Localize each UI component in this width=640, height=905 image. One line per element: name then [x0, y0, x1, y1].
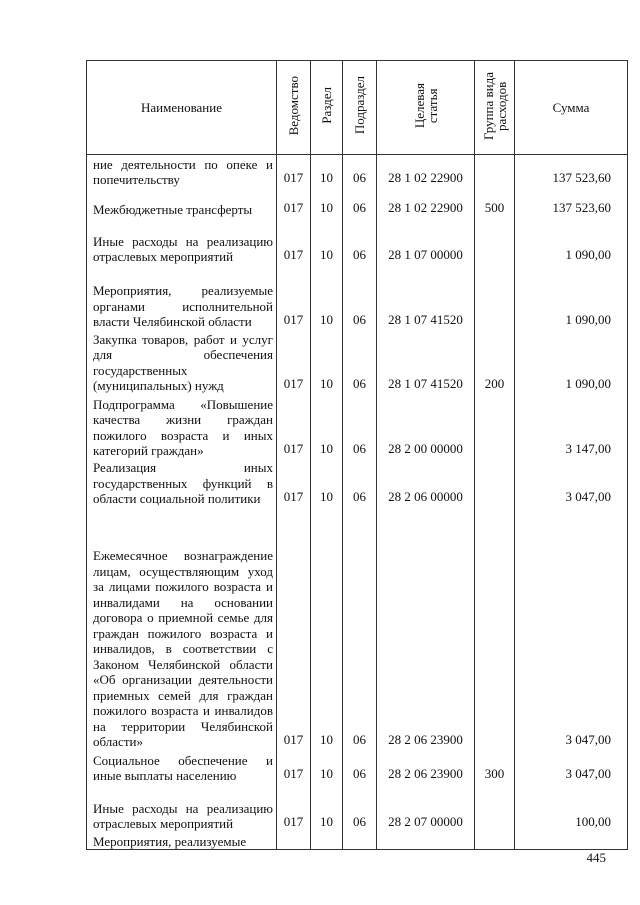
row-amount: 1 090,00 [515, 265, 628, 330]
row-expense-group [475, 507, 515, 750]
row-name: Подпрограмма «Повышение качества жизни граждан пожилого возраста и иных категорий граждан» [87, 394, 277, 459]
row-expense-group: 200 [475, 330, 515, 394]
row-target: 28 2 06 00000 [377, 459, 475, 507]
table-row [87, 507, 628, 750]
row-expense-group: 300 [475, 750, 515, 784]
table-header-row [87, 61, 628, 155]
row-target: 28 1 02 22900 [377, 155, 475, 188]
row-subsection: 06 [343, 330, 377, 394]
row-expense-group [475, 394, 515, 459]
row-section: 10 [311, 265, 343, 330]
row-amount: 1 090,00 [515, 330, 628, 394]
row-amount: 137 523,60 [515, 155, 628, 188]
row-target: 28 1 02 22900 [377, 188, 475, 218]
row-name: Реализация иных государственных функций в области социальной политики [87, 459, 277, 507]
row-subsection: 06 [343, 155, 377, 188]
row-target: 28 2 07 00000 [377, 784, 475, 832]
row-section: 10 [311, 784, 343, 832]
row-department: 017 [277, 330, 311, 394]
row-amount: 3 147,00 [515, 394, 628, 459]
row-expense-group [475, 832, 515, 850]
row-target: 28 2 06 23900 [377, 750, 475, 784]
row-name: Социальное обеспечение и иные выплаты населению [87, 750, 277, 784]
row-amount: 3 047,00 [515, 750, 628, 784]
row-name: ние деятельности по опеке и попечительству [87, 155, 277, 188]
row-name: Ежемесячное вознаграждение лицам, осуществляющим уход за лицами пожилого возраста и инвалидами на основании договора о приемной семье для граждан пожилого возраста и инвалидов, в соответствии с Законом Челябинской области «Об организации деятельности приемных семей для граждан пожилого возраста и инвалидов на территории Челябинской области» [87, 507, 277, 750]
row-name: Закупка товаров, работ и услуг для обеспечения государственных (муниципальных) нужд [87, 330, 277, 394]
row-expense-group [475, 218, 515, 265]
header-subsection: Подраздел [343, 61, 377, 155]
row-department: 017 [277, 265, 311, 330]
row-department: 017 [277, 750, 311, 784]
row-department: 017 [277, 218, 311, 265]
row-amount: 100,00 [515, 784, 628, 832]
row-department: 017 [277, 188, 311, 218]
row-expense-group [475, 155, 515, 188]
header-section: Раздел [311, 61, 343, 155]
table-row [87, 750, 628, 784]
row-name: Иные расходы на реализацию отраслевых мероприятий [87, 218, 277, 265]
row-section: 10 [311, 218, 343, 265]
row-target: 28 2 00 00000 [377, 394, 475, 459]
row-subsection: 06 [343, 265, 377, 330]
row-expense-group: 500 [475, 188, 515, 218]
row-subsection: 06 [343, 750, 377, 784]
row-department [277, 832, 311, 850]
row-expense-group [475, 265, 515, 330]
row-name: Иные расходы на реализацию отраслевых мероприятий [87, 784, 277, 832]
table-row [87, 330, 628, 394]
row-expense-group [475, 784, 515, 832]
row-subsection: 06 [343, 507, 377, 750]
row-target [377, 832, 475, 850]
row-target: 28 1 07 41520 [377, 265, 475, 330]
budget-table [86, 60, 628, 850]
row-section: 10 [311, 459, 343, 507]
row-subsection: 06 [343, 784, 377, 832]
row-department: 017 [277, 155, 311, 188]
table-row [87, 265, 628, 330]
table-row [87, 459, 628, 507]
row-subsection: 06 [343, 394, 377, 459]
row-name: Межбюджетные трансферты [87, 188, 277, 218]
row-section: 10 [311, 394, 343, 459]
row-section: 10 [311, 155, 343, 188]
header-target: Целевая статья [377, 61, 475, 155]
header-name: Наименование [87, 61, 277, 155]
row-section: 10 [311, 188, 343, 218]
header-department: Ведомство [277, 61, 311, 155]
row-name: Мероприятия, реализуемые органами исполнительной власти Челябинской области [87, 265, 277, 330]
row-department: 017 [277, 507, 311, 750]
table-row [87, 155, 628, 188]
row-department: 017 [277, 784, 311, 832]
table-row [87, 394, 628, 459]
row-subsection: 06 [343, 188, 377, 218]
table-row [87, 188, 628, 218]
row-subsection [343, 832, 377, 850]
row-section [311, 832, 343, 850]
row-department: 017 [277, 394, 311, 459]
row-expense-group [475, 459, 515, 507]
row-target: 28 1 07 41520 [377, 330, 475, 394]
header-expense-group: Группа вида расходов [475, 61, 515, 155]
table-row [87, 218, 628, 265]
row-subsection: 06 [343, 218, 377, 265]
header-amount: Сумма [515, 61, 628, 155]
row-department: 017 [277, 459, 311, 507]
table-row [87, 832, 628, 850]
row-amount: 1 090,00 [515, 218, 628, 265]
row-section: 10 [311, 507, 343, 750]
table-row [87, 784, 628, 832]
page-number: 445 [586, 850, 606, 865]
row-amount: 3 047,00 [515, 507, 628, 750]
row-target: 28 2 06 23900 [377, 507, 475, 750]
row-amount [515, 832, 628, 850]
row-target: 28 1 07 00000 [377, 218, 475, 265]
row-section: 10 [311, 750, 343, 784]
row-subsection: 06 [343, 459, 377, 507]
row-name: Мероприятия, реализуемые [87, 832, 277, 850]
row-section: 10 [311, 330, 343, 394]
row-amount: 3 047,00 [515, 459, 628, 507]
row-amount: 137 523,60 [515, 188, 628, 218]
